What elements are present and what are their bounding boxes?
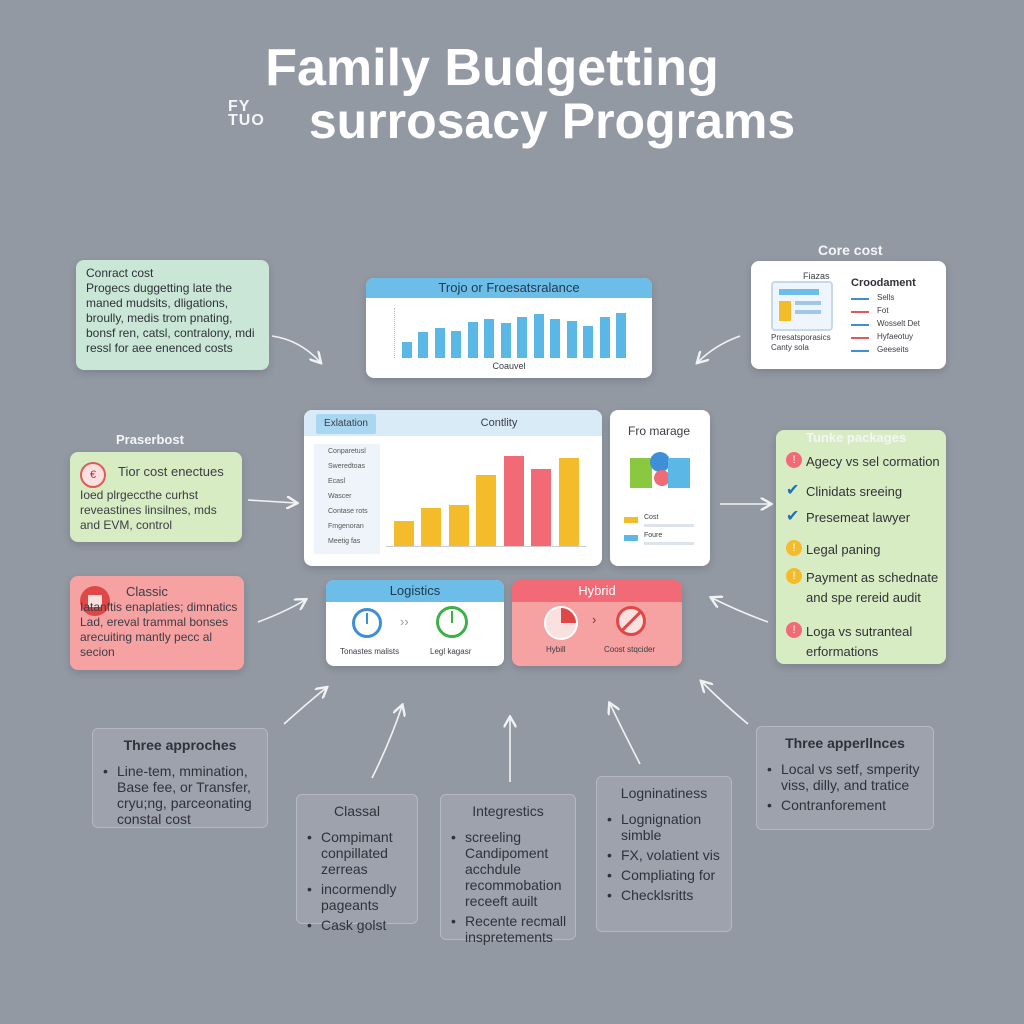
puzzle-icon — [630, 452, 692, 496]
center-chart-bar — [559, 458, 579, 546]
top-chart-bar — [616, 313, 626, 358]
check-icon: ✔ — [786, 508, 800, 525]
center-chart-side-item: Fmgenoran — [328, 523, 364, 530]
classic-heading: Classic — [126, 584, 168, 599]
box-list — [297, 829, 417, 933]
core-cost-row-label: Wosselt Det — [877, 319, 920, 328]
center-chart-bar — [421, 508, 441, 546]
top-chart-bar — [567, 321, 577, 359]
info-circle-icon: ! — [786, 540, 802, 556]
top-chart-bar — [534, 314, 544, 358]
fro-manage-card — [610, 410, 710, 566]
check-icon: ✔ — [786, 482, 800, 499]
core-cost-row-line — [851, 350, 869, 352]
turnkey-item-label: Legal paning — [806, 542, 881, 557]
box-list-item: • Contranforement — [763, 797, 927, 813]
core-cost-row — [851, 345, 941, 358]
center-chart-side-item: Conparetusl — [328, 448, 366, 455]
fro-manage-bar — [644, 542, 694, 545]
core-cost-row-label: Sells — [877, 293, 895, 302]
three-approaches-box — [92, 728, 268, 828]
top-chart-bar — [583, 326, 593, 359]
core-cost-row — [851, 319, 941, 332]
box-list-item: • incormendly pageants — [303, 881, 411, 913]
center-chart-side-item: Meetig fas — [328, 538, 361, 545]
box-list-item: • Compimant conpillated zerreas — [303, 829, 411, 877]
classal-box — [296, 794, 418, 933]
top-chart-bar — [468, 322, 478, 358]
fro-manage-swatch — [624, 535, 638, 541]
top-chart-bar — [418, 332, 428, 358]
box-list — [441, 829, 575, 945]
box-list — [757, 761, 933, 813]
core-cost-row-label: Hyfaeotuy — [877, 332, 914, 341]
logistics-left-label: Tonastes malists — [340, 647, 400, 656]
center-chart-side-list — [314, 444, 380, 554]
box-list-item: • Line-tem, mmination, Base fee, or Transfer, cryu;ng, parceonating constal cost — [99, 763, 261, 827]
center-chart-plot — [386, 450, 586, 547]
preserbost-line1: Tior cost enectues — [118, 464, 224, 479]
center-chart-bar — [449, 505, 469, 546]
hybrid-right-label: Coost stqcider — [604, 645, 656, 654]
no-entry-icon — [616, 606, 646, 636]
fro-manage-label: Foure — [644, 532, 663, 539]
preserbost-line2: Ioed plrgeccthe curhst reveastines linsilnes, mds and EVM, control — [80, 488, 217, 532]
turnkey-item-label: Payment as schednate and spe rereid audit — [806, 570, 939, 605]
core-cost-row — [851, 293, 941, 306]
turnkey-card — [776, 430, 946, 664]
core-cost-card — [751, 261, 946, 369]
center-chart-bar — [476, 475, 496, 546]
turnkey-item-label: Clinidats sreeing — [806, 484, 903, 499]
box-heading: Three apperllnces — [785, 735, 905, 751]
fro-manage-row — [624, 532, 704, 550]
alert-circle-icon: ! — [786, 622, 802, 638]
fro-manage-row — [624, 514, 704, 532]
fro-manage-bar — [644, 524, 694, 527]
classic-card — [70, 576, 244, 670]
turnkey-item-label: Presemeat lawyer — [806, 510, 911, 525]
center-chart-card — [304, 410, 602, 566]
box-list-item: • screeling Candipoment acchdule recommobation receeft auilt — [447, 829, 569, 909]
center-chart-side-item: Contase rots — [328, 508, 368, 515]
box-heading: Three approches — [123, 737, 237, 753]
hybrid-header: Hybrid — [512, 580, 682, 602]
top-chart-bar — [484, 319, 494, 358]
preserbost-card — [70, 452, 242, 542]
core-cost-label: Core cost — [818, 242, 883, 258]
top-chart-bar — [501, 323, 511, 358]
hybrid-left-label: Hybill — [546, 645, 566, 654]
chevrons-icon: ›› — [400, 614, 409, 629]
top-chart-header: Trojo or Froesatsralance — [366, 278, 652, 298]
top-chart-footer: Coauvel — [492, 361, 526, 371]
top-chart-bar — [600, 317, 610, 358]
integrestics-box — [440, 794, 576, 945]
core-cost-heading: Croodament — [851, 277, 916, 289]
page-subtitle: surrosacy Programs — [308, 93, 796, 149]
core-cost-row-line — [851, 337, 869, 339]
box-heading: Classal — [334, 803, 380, 819]
core-cost-row-line — [851, 311, 869, 313]
center-chart-side-item: Ecasl — [328, 478, 346, 485]
fro-manage-rows — [624, 514, 704, 550]
turnkey-header: Tunke packages — [806, 430, 907, 445]
box-list-item: • Local vs setf, smperity viss, dilly, and tratice — [763, 761, 927, 793]
box-heading: Logninatiness — [620, 785, 708, 801]
contact-cost-text: Progecs duggetting late the maned mudsits, dligations, broully, medis trom pnating, bonsf ren, catsl, contralony, mdi ressl for aee enenced costs — [86, 281, 255, 355]
core-cost-small-label: Fiazas — [803, 271, 830, 281]
core-cost-rows — [851, 293, 941, 358]
turnkey-item-label: Loga vs sutranteal erformations — [806, 624, 913, 659]
logistics-right-label: Legl kagasr — [430, 647, 472, 656]
box-heading: Integrestics — [472, 803, 544, 819]
core-cost-row-label: Fot — [877, 306, 889, 315]
center-chart-tab[interactable]: Exlatation — [316, 414, 376, 434]
top-chart-bar — [451, 331, 461, 359]
box-list-item: • FX, volatient vis — [603, 847, 725, 863]
hybrid-card — [512, 580, 682, 666]
top-chart-bar — [402, 342, 412, 358]
top-chart-bar — [550, 319, 560, 358]
top-chart-bar — [517, 317, 527, 358]
logninatiness-box — [596, 776, 732, 932]
page-title: Family Budgetting — [265, 39, 719, 97]
chevron-icon: › — [592, 612, 597, 627]
box-list-item: • Recente recmall inspretements — [447, 913, 569, 945]
alert-circle-icon: ! — [786, 452, 802, 468]
info-circle-icon: ! — [786, 568, 802, 584]
fro-manage-label: Cost — [644, 514, 659, 521]
title-prefix: FY TUO — [228, 98, 265, 129]
fro-manage-header: Fro marage — [628, 424, 691, 438]
core-cost-row — [851, 306, 941, 319]
core-cost-row-line — [851, 324, 869, 326]
center-chart-bar — [504, 456, 524, 547]
document-icon — [771, 281, 833, 331]
core-cost-left-text: Prresatsporasics Canty sola — [771, 333, 831, 352]
preserbost-label: Praserbost — [116, 432, 184, 447]
clock-icon — [352, 608, 382, 638]
box-list — [93, 763, 267, 827]
three-apperllnces-box — [756, 726, 934, 830]
fro-manage-swatch — [624, 517, 638, 523]
box-list-item: • Checklsritts — [603, 887, 725, 903]
gauge-icon — [436, 606, 468, 638]
center-chart-side-item: Wascer — [328, 493, 352, 500]
logistics-header: Logistics — [326, 580, 504, 602]
center-chart-bar — [531, 469, 551, 546]
box-list-item: • Lognignation simble — [603, 811, 725, 843]
top-chart-card — [366, 278, 652, 378]
box-list — [597, 811, 731, 903]
top-chart-plot — [394, 308, 633, 358]
contact-cost-card — [76, 260, 269, 370]
logistics-card — [326, 580, 504, 666]
center-chart-header-bar — [304, 410, 602, 436]
core-cost-row-label: Geeseits — [877, 345, 909, 354]
classic-text: Iatanftis enaplaties; dimnatics Lad, ereval trammal bonses arecuiting mantly pecc al secion — [80, 600, 238, 659]
center-chart-side-item: Sweredtoas — [328, 463, 365, 470]
contact-cost-heading: Conract cost — [86, 266, 154, 280]
turnkey-item-label: Agecy vs sel cormation — [806, 454, 940, 469]
budget-icon: € — [80, 462, 106, 488]
core-cost-row-line — [851, 298, 869, 300]
center-chart-header: Contlity — [480, 417, 518, 429]
box-list-item: • Compliating for — [603, 867, 725, 883]
pie-icon — [544, 606, 578, 640]
core-cost-row — [851, 332, 941, 345]
box-list-item: • Cask golst — [303, 917, 411, 933]
center-chart-bar — [394, 521, 414, 546]
top-chart-bar — [435, 328, 445, 358]
